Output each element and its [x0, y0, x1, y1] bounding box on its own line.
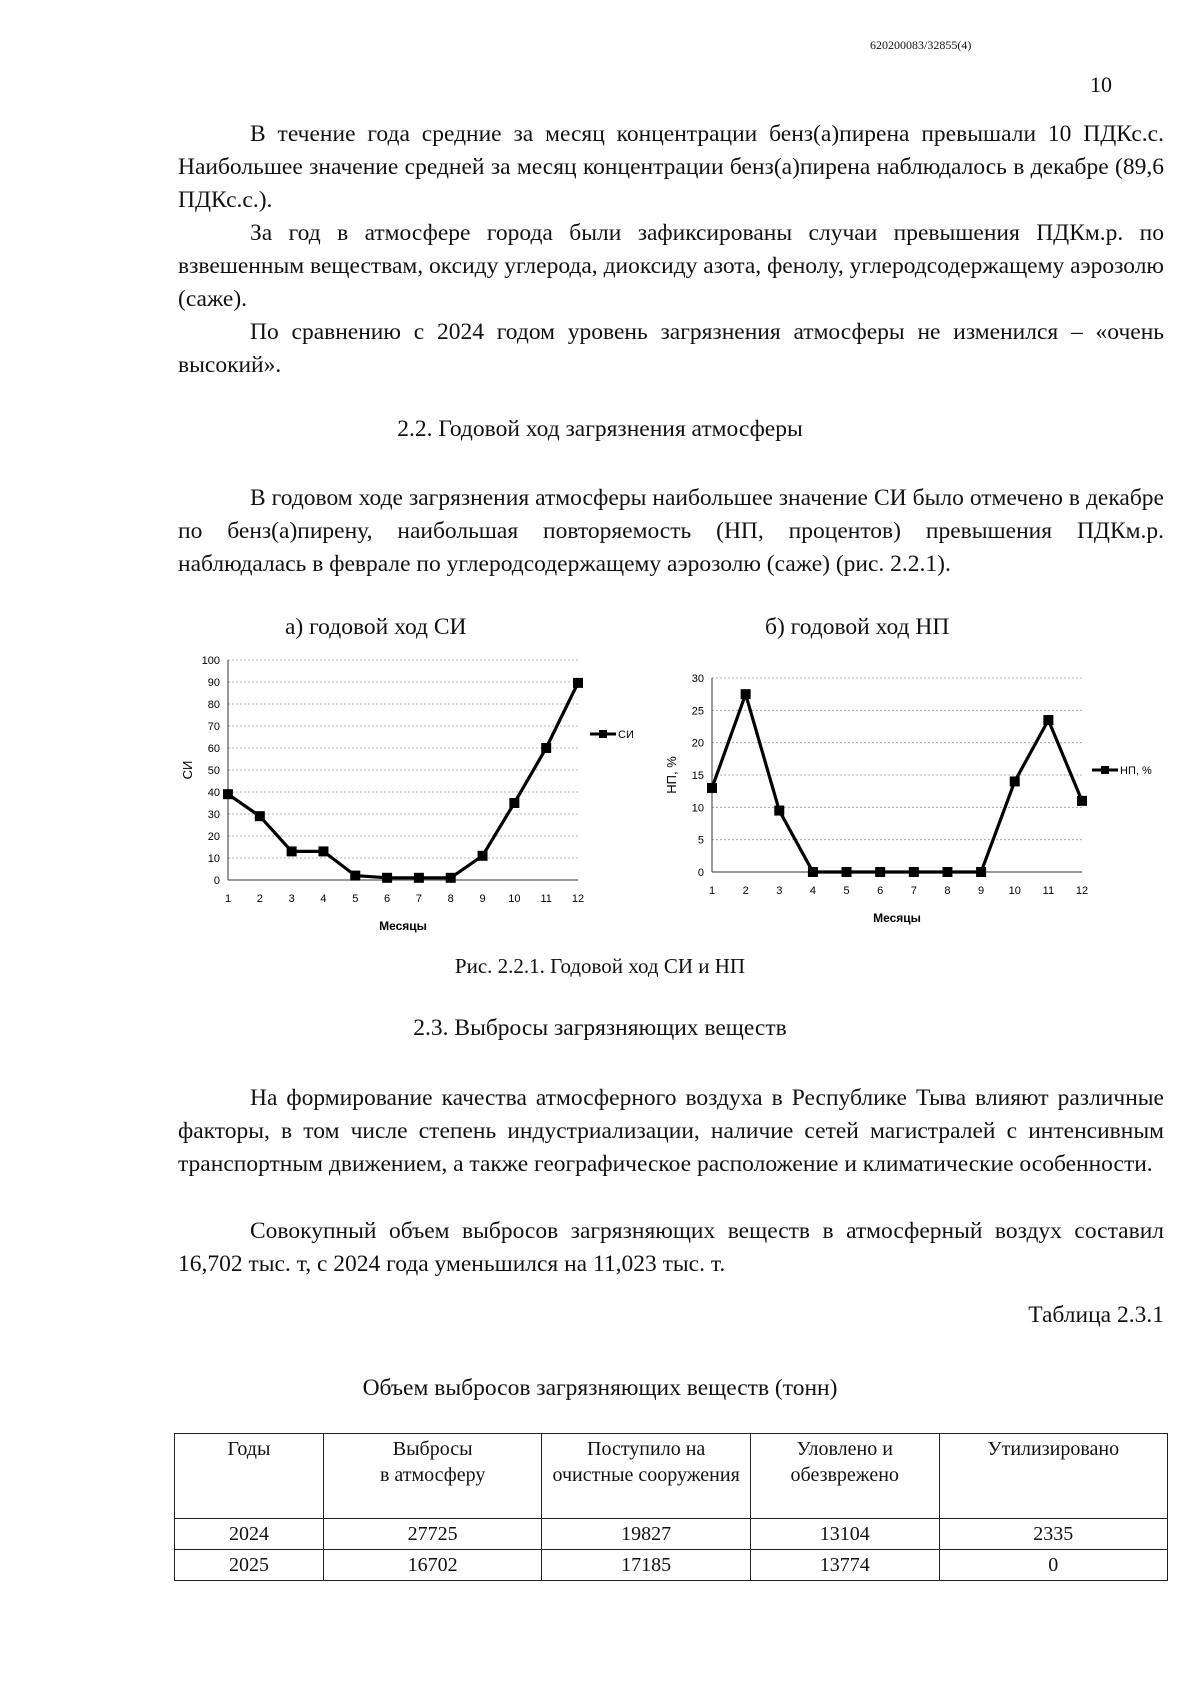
y-tick-label: 60 — [207, 743, 220, 755]
table-header-cell: Поступило на очистные сооружения — [542, 1434, 751, 1519]
x-tick-label: 10 — [1008, 885, 1021, 897]
legend-label: НП, % — [1120, 765, 1152, 777]
y-tick-label: 30 — [207, 809, 220, 821]
data-point — [223, 789, 233, 799]
series-line — [712, 694, 1082, 872]
data-point — [741, 689, 751, 699]
data-point — [909, 867, 919, 877]
table-header-cell: Выбросы в атмосферу — [323, 1434, 541, 1519]
y-axis-label: НП, % — [664, 756, 679, 794]
data-point — [774, 806, 784, 816]
y-tick-label: 15 — [691, 770, 704, 782]
y-tick-label: 25 — [691, 705, 704, 718]
table-header-cell: Утилизировано — [939, 1434, 1167, 1519]
chart-b-title: б) годовой ход НП — [765, 614, 950, 640]
table-cell: 19827 — [542, 1519, 751, 1550]
x-tick-label: 6 — [384, 893, 391, 905]
page-number: 10 — [1090, 72, 1112, 97]
x-tick-label: 4 — [320, 893, 327, 905]
x-tick-label: 12 — [571, 893, 585, 905]
data-point — [287, 846, 297, 856]
data-point — [573, 678, 583, 688]
table-cell: 13774 — [750, 1550, 939, 1581]
x-tick-label: 3 — [776, 885, 783, 897]
x-tick-label: 7 — [910, 885, 917, 897]
table-title: Объем выбросов загрязняющих веществ (тонн) — [362, 1375, 838, 1401]
data-point — [1010, 776, 1020, 786]
y-tick-label: 20 — [207, 831, 220, 843]
paragraph-annual-course: В годовом ходе загрязнения атмосферы наибольшее значение СИ было отмечено в декабре по бенз(а)пирену, наибольшая повторяемость (НП, процентов) превышения ПДКм.р. наблюдалась в феврале по углеродсодержащему аэрозолю (саже) (рис. 2.2.1). — [178, 485, 1164, 577]
data-point — [414, 873, 424, 883]
legend-marker — [599, 730, 607, 738]
y-tick-label: 40 — [207, 787, 220, 799]
table-cell: 2024 — [175, 1519, 324, 1550]
table-row — [175, 1550, 1168, 1581]
x-tick-label: 7 — [415, 893, 422, 905]
x-tick-label: 8 — [447, 893, 454, 905]
y-tick-label: 10 — [207, 853, 220, 865]
y-tick-label: 5 — [697, 834, 704, 847]
data-point — [255, 811, 265, 821]
x-axis-label: Месяцы — [873, 911, 921, 925]
table-cell: 2025 — [175, 1550, 324, 1581]
paragraph-total-emissions: Совокупный объем выбросов загрязняющих веществ в атмосферный воздух составил 16,702 тыс. т, с 2024 года уменьшился на 11,023 тыс. т. — [178, 1218, 1164, 1277]
table-header-row — [175, 1434, 1168, 1519]
paragraph-factors: На формирование качества атмосферного воздуха в Республике Тыва влияют различные факторы, в том числе степень индустриализации, наличие сетей магистралей с интенсивным транспортным движением, а также географическое расположение и климатические особенности. — [178, 1085, 1164, 1177]
section-heading-2-2: 2.2. Годовой ход загрязнения атмосферы — [397, 416, 803, 442]
table-cell: 2335 — [939, 1519, 1167, 1550]
figure-caption: Рис. 2.2.1. Годовой ход СИ и НП — [454, 954, 746, 978]
x-tick-label: 1 — [224, 893, 232, 905]
data-point — [942, 867, 952, 877]
x-tick-label: 2 — [256, 893, 263, 905]
series-line — [228, 683, 578, 878]
x-axis-label: Месяцы — [379, 919, 427, 933]
emissions-table — [174, 1433, 1168, 1581]
table-header-cell: Уловлено и обезврежено — [750, 1434, 939, 1519]
table-cell: 13104 — [750, 1519, 939, 1550]
x-tick-label: 5 — [352, 893, 359, 905]
x-tick-label: 1 — [708, 885, 716, 897]
paragraph-comparison: По сравнению с 2024 годом уровень загрязнения атмосферы не изменился – «очень высокий». — [178, 319, 1164, 378]
x-tick-label: 8 — [944, 885, 951, 897]
chart-a-title: а) годовой ход СИ — [285, 614, 467, 640]
y-tick-label: 20 — [691, 737, 704, 750]
data-point — [1043, 715, 1053, 725]
x-tick-label: 2 — [742, 885, 749, 897]
y-tick-label: 30 — [691, 673, 704, 685]
x-tick-label: 5 — [843, 885, 850, 897]
y-tick-label: 0 — [697, 867, 704, 879]
data-point — [350, 871, 360, 881]
data-point — [976, 867, 986, 877]
chart-np — [650, 660, 1180, 945]
document-id: 620200083/32855(4) — [870, 38, 972, 52]
data-point — [478, 851, 488, 861]
data-point — [509, 798, 519, 808]
table-header-cell: Годы — [175, 1434, 324, 1519]
data-point — [808, 867, 818, 877]
table-cell: 0 — [939, 1550, 1167, 1581]
table-cell: 16702 — [323, 1550, 541, 1581]
data-point — [707, 783, 717, 793]
y-tick-label: 80 — [207, 699, 220, 711]
paragraph-benzapyrene: В течение года средние за месяц концентрации бенз(а)пирена превышали 10 ПДКс.с. Наибольшее значение средней за месяц концентрации бенз(а)пирена наблюдалось в декабре (89,6 ПДКс.с.). — [178, 121, 1164, 213]
legend-label: СИ — [618, 729, 634, 741]
section-heading-2-3: 2.3. Выбросы загрязняющих веществ — [413, 1015, 787, 1041]
x-tick-label: 4 — [809, 885, 816, 897]
y-tick-label: 70 — [207, 721, 220, 733]
legend-marker — [1101, 766, 1109, 774]
x-tick-label: 3 — [288, 893, 295, 905]
x-tick-label: 6 — [877, 885, 884, 897]
y-tick-label: 0 — [213, 875, 220, 887]
table-cell: 27725 — [323, 1519, 541, 1550]
data-point — [318, 846, 328, 856]
paragraph-exceedances: За год в атмосфере города были зафиксированы случаи превышения ПДКм.р. по взвешенным веществам, оксиду углерода, диоксиду азота, фенолу, углеродсодержащему аэрозолю (саже). — [178, 220, 1164, 312]
data-point — [382, 873, 392, 883]
x-tick-label: 9 — [978, 885, 985, 897]
chart-si — [178, 650, 648, 955]
y-tick-label: 50 — [207, 765, 220, 777]
table-row — [175, 1519, 1168, 1550]
data-point — [541, 743, 551, 753]
table-number: Таблица 2.3.1 — [1028, 1302, 1164, 1328]
y-tick-label: 90 — [207, 677, 220, 689]
y-tick-label: 10 — [691, 802, 704, 815]
x-tick-label: 12 — [1075, 885, 1089, 897]
x-tick-label: 10 — [508, 893, 521, 905]
y-tick-label: 100 — [201, 655, 220, 667]
x-tick-label: 9 — [479, 893, 486, 905]
data-point — [446, 873, 456, 883]
x-tick-label: 11 — [1042, 885, 1055, 897]
y-axis-label: СИ — [180, 760, 195, 780]
data-point — [842, 867, 852, 877]
data-point — [1077, 796, 1087, 806]
data-point — [875, 867, 885, 877]
table-cell: 17185 — [542, 1550, 751, 1581]
x-tick-label: 11 — [540, 893, 552, 905]
